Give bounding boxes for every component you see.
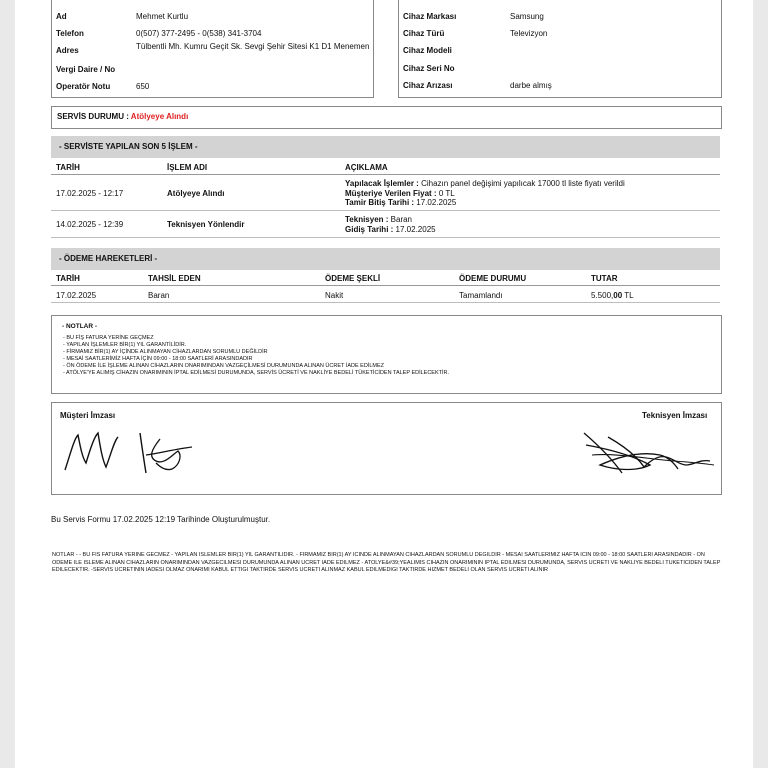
operation-desc-label: Teknisyen : bbox=[345, 215, 389, 224]
payment-amount-cents: 00 bbox=[613, 291, 623, 300]
operation-desc-label: Gidiş Tarihi : bbox=[345, 225, 394, 234]
operation-desc-value: 0 TL bbox=[438, 189, 455, 198]
operations-col-desc: AÇIKLAMA bbox=[345, 163, 388, 172]
operation-desc-line bbox=[345, 225, 436, 234]
operation-desc-value: 17.02.2025 bbox=[416, 198, 457, 207]
device-fault: darbe almış bbox=[510, 81, 552, 90]
payments-col-method: ÖDEME ŞEKLİ bbox=[325, 274, 381, 283]
operation-desc-line bbox=[345, 179, 625, 188]
device-type: Televizyon bbox=[510, 29, 548, 38]
payments-col-amount: TUTAR bbox=[591, 274, 618, 283]
payment-collector: Baran bbox=[148, 291, 170, 300]
footer-notes: NOTLAR - - BU FIS FATURA YERINE GECMEZ - YAPILAN ISLEMLER BIR(1) YIL GARANTILIDIR. - FIRMAMIZ BIR(1) AY ICINDE ALINMAYAN CIHAZLARDAN SORUMLU DEGILDIR - MESAI SAATLERIMIZ HAFTA ICIN 09:00 - 18:00 SAATLERI ARASINDADIR - ON ODEME ILE ISLEME ALINAN CIHAZLARIN ONARIMINDAN VAZGECILMESI DURUMUNDA ALINAN UCRET IADE EDILMEZ - ATOLYE&#39;YEALIMIS CIHAZIN ONARIMININ IPTAL EDILMESI DURUMUNDA, SERVIS UCRETI VE NAKLIYE BEDELI TUKETICIDEN TALEP EDILECEKTIR. -SERVIS UCRETININ IADESI OLMAZ ONARIMI KABUL ETTIGI TAKTIRDE SERVIS UCRETI ALINMAZ KABUL EDILMEDIGI TAKTIRDE HIZMET BEDELI OLAN SERVIS UCRETI ALINIR bbox=[52, 552, 721, 573]
fault-label: Cihaz Arızası bbox=[403, 81, 453, 90]
payment-date: 17.02.2025 bbox=[56, 291, 97, 300]
operation-date: 14.02.2025 - 12:39 bbox=[56, 220, 124, 229]
customer-name: Mehmet Kurtlu bbox=[136, 12, 189, 21]
notes-item: - ATÖLYE'YE ALIMIŞ CİHAZIN ONARIMININ İPTAL EDİLMESİ DURUMUNDA, SERVİS ÜCRETİ VE NAKLİYE BEDELİ TÜKETİCİDEN TALEP EDİLECEKTİR. bbox=[63, 370, 450, 376]
payments-col-collector: TAHSİL EDEN bbox=[148, 274, 201, 283]
technician-signature bbox=[578, 425, 718, 480]
phone-label: Telefon bbox=[56, 29, 84, 38]
serial-label: Cihaz Seri No bbox=[403, 64, 455, 73]
created-timestamp: Bu Servis Formu 17.02.2025 12:19 Tarihinde Oluşturulmuştur. bbox=[51, 515, 271, 524]
device-brand: Samsung bbox=[510, 12, 544, 21]
model-label: Cihaz Modeli bbox=[403, 46, 452, 55]
name-label: Ad bbox=[56, 12, 67, 21]
notes-title: - NOTLAR - bbox=[62, 323, 98, 330]
technician-signature-label: Teknisyen İmzası bbox=[642, 411, 708, 420]
service-status-value: Atölyeye Alındı bbox=[130, 112, 189, 121]
operations-section-title: - SERVİSTE YAPILAN SON 5 İŞLEM - bbox=[51, 136, 720, 158]
operation-date: 17.02.2025 - 12:17 bbox=[56, 189, 124, 198]
payment-method: Nakit bbox=[325, 291, 344, 300]
operation-desc-value: Cihazın panel değişimi yapılıcak 17000 tl liste fiyatı verildi bbox=[421, 179, 625, 188]
payment-currency: TL bbox=[624, 291, 634, 300]
payment-status: Tamamlandı bbox=[459, 291, 503, 300]
operation-desc-label: Yapılacak İşlemler : bbox=[345, 179, 419, 188]
notes-item: - YAPILAN İŞLEMLER BİR(1) YIL GARANTİLİDİR. bbox=[63, 342, 187, 348]
operator-note: 650 bbox=[136, 82, 150, 91]
row-divider bbox=[51, 302, 720, 303]
brand-label: Cihaz Markası bbox=[403, 12, 457, 21]
payments-header-divider bbox=[51, 285, 720, 286]
notes-item: - BU FİŞ FATURA YERİNE GEÇMEZ bbox=[63, 335, 154, 341]
notes-item: - FİRMAMIZ BİR(1) AY İÇİNDE ALINMAYAN CİHAZLARDAN SORUMLU DEĞİLDİR bbox=[63, 349, 268, 355]
payments-col-date: TARİH bbox=[56, 274, 80, 283]
operation-desc-label: Tamir Bitiş Tarihi : bbox=[345, 198, 415, 207]
operation-name: Atölyeye Alındı bbox=[167, 189, 225, 198]
customer-signature-label: Müşteri İmzası bbox=[60, 411, 116, 420]
operation-desc-label: Müşteriye Verilen Fiyat : bbox=[345, 189, 437, 198]
payments-section-title: - ÖDEME HAREKETLERİ - bbox=[51, 248, 720, 270]
operation-desc-line bbox=[345, 198, 456, 207]
operations-col-name: İŞLEM ADI bbox=[167, 163, 208, 172]
payments-col-status: ÖDEME DURUMU bbox=[459, 274, 527, 283]
customer-address: Tülbentli Mh. Kumru Geçit Sk. Sevgi Şehir Sitesi K1 D1 Menemen bbox=[136, 42, 370, 51]
operation-desc-value: Baran bbox=[390, 215, 413, 224]
operation-desc-line bbox=[345, 215, 412, 224]
address-label: Adres bbox=[56, 46, 79, 55]
operations-header-divider bbox=[51, 174, 720, 175]
payment-amount-main: 5.500, bbox=[591, 291, 614, 300]
row-divider bbox=[51, 210, 720, 211]
operation-name: Teknisyen Yönlendir bbox=[167, 220, 245, 229]
type-label: Cihaz Türü bbox=[403, 29, 445, 38]
operation-desc-line bbox=[345, 189, 455, 198]
notes-item: - ÖN ÖDEME İLE İŞLEME ALINAN CİHAZLARIN ONARIMINDAN VAZGEÇİLMESİ DURUMUNDA ALINAN ÜCRET İADE EDİLMEZ bbox=[63, 363, 384, 369]
operation-desc-value: 17.02.2025 bbox=[395, 225, 436, 234]
service-status bbox=[57, 112, 188, 121]
row-divider bbox=[51, 237, 720, 238]
operator-label: Operatör Notu bbox=[56, 82, 111, 91]
customer-phone: 0(507) 377-2495 - 0(538) 341-3704 bbox=[136, 29, 262, 38]
payment-amount bbox=[591, 291, 634, 300]
tax-label: Vergi Daire / No bbox=[56, 65, 116, 74]
operations-col-date: TARİH bbox=[56, 163, 80, 172]
notes-item: - MESAİ SAATLERİMİZ HAFTA İÇİN 09:00 - 18:00 SAATLERİ ARASINDADIR bbox=[63, 356, 253, 362]
customer-signature bbox=[60, 425, 200, 480]
service-status-label: SERVİS DURUMU : bbox=[57, 112, 129, 121]
